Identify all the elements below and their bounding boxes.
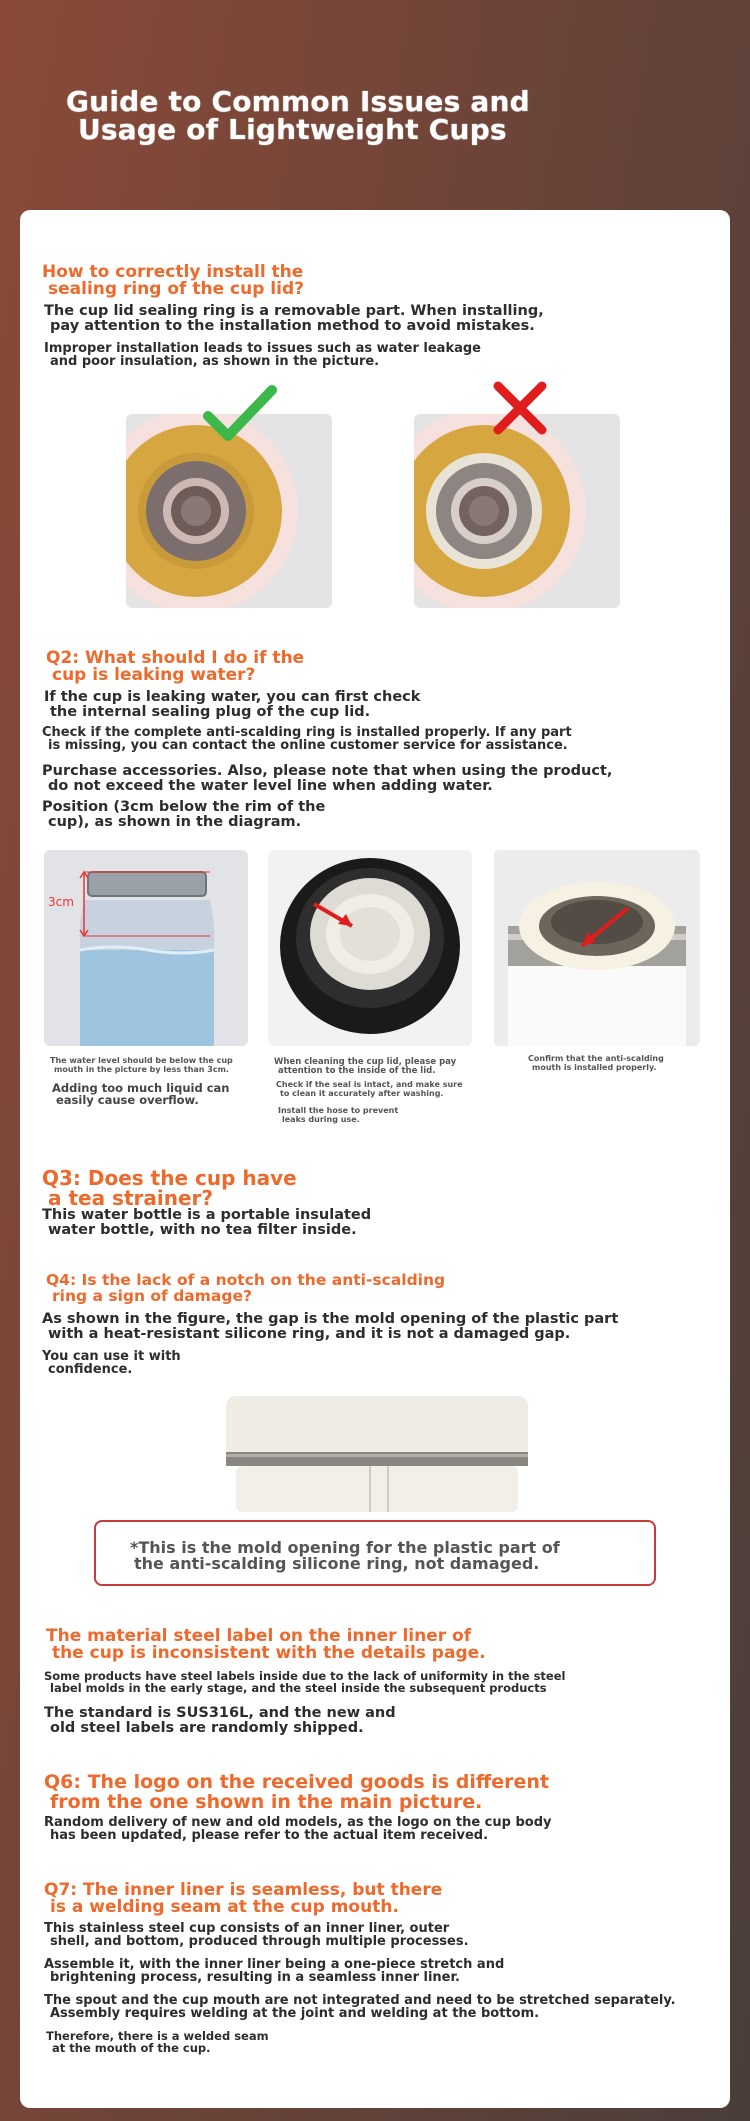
q7-paragraph-4-line1: Therefore, there is a welded seam: [46, 2029, 269, 2043]
q7-paragraph-2-line2: brightening process, resulting in a seamless inner liner.: [50, 1970, 460, 1985]
q7-paragraph-1-line2: shell, and bottom, produced through multiple processes.: [50, 1934, 469, 1949]
q2-paragraph-1-line1: If the cup is leaking water, you can first check: [44, 689, 421, 705]
anti-scald-caption-line2: mouth is installed properly.: [532, 1063, 657, 1072]
q7-paragraph-2-line1: Assemble it, with the inner liner being a one-piece stretch and: [44, 1957, 505, 1972]
seal-check-caption-line1: Check if the seal is intact, and make sure: [276, 1080, 463, 1089]
mold-opening-callout-text: [130, 1540, 560, 1572]
q5-paragraph-1-line2: label molds in the early stage, and the steel inside the subsequent products: [50, 1681, 547, 1695]
q6-heading-line2: from the one shown in the main picture.: [50, 1791, 483, 1813]
silicone-ring-photo: [224, 1396, 530, 1526]
overflow-note: [52, 1082, 229, 1106]
hose-caption-line2: leaks during use.: [282, 1115, 360, 1124]
hose-caption-line1: Install the hose to prevent: [278, 1106, 399, 1115]
q7-paragraph-1: [44, 1922, 469, 1948]
q1-paragraph-2-line2: and poor insulation, as shown in the picture.: [50, 354, 380, 369]
mold-opening-callout-line1: *This is the mold opening for the plastic part of: [130, 1538, 560, 1557]
q2-paragraph-3-line1: Purchase accessories. Also, please note that when using the product,: [42, 763, 613, 779]
q2-heading: [46, 650, 304, 684]
q3-paragraph: [42, 1208, 371, 1238]
q1-paragraph-2: [44, 342, 481, 368]
q2-paragraph-4-line2: cup), as shown in the diagram.: [48, 814, 302, 830]
q4-heading-line1: Q4: Is the lack of a notch on the anti-scalding: [46, 1271, 446, 1289]
overflow-note-line1: Adding too much liquid can: [52, 1081, 230, 1095]
q7-paragraph-1-line1: This stainless steel cup consists of an inner liner, outer: [44, 1921, 450, 1936]
q3-heading-line2: a tea strainer?: [48, 1186, 213, 1210]
q7-paragraph-3-line1: The spout and the cup mouth are not integrated and need to be stretched separately.: [44, 1993, 676, 2008]
cross-mark-icon: [488, 376, 552, 444]
q1-paragraph-1-line2: pay attention to the installation method to avoid mistakes.: [50, 318, 535, 334]
page-title-line1: Guide to Common Issues and: [66, 85, 530, 118]
q4-paragraph-2: [42, 1350, 181, 1376]
q2-paragraph-4: [42, 800, 325, 830]
q1-paragraph-2-line1: Improper installation leads to issues such as water leakage: [44, 341, 481, 356]
q7-heading-line1: Q7: The inner liner is seamless, but there: [44, 1880, 443, 1900]
q4-paragraph-2-line2: confidence.: [48, 1362, 133, 1377]
q4-heading-line2: ring a sign of damage?: [52, 1287, 252, 1305]
q2-paragraph-1-line2: the internal sealing plug of the cup lid.: [50, 704, 371, 720]
mold-opening-callout-line2: the anti-scalding silicone ring, not damaged.: [134, 1554, 540, 1573]
q2-paragraph-3: [42, 764, 612, 794]
q3-heading: [42, 1168, 297, 1208]
q5-paragraph-1-line1: Some products have steel labels inside due to the lack of uniformity in the steel: [44, 1669, 566, 1683]
q2-paragraph-2-line1: Check if the complete anti-scalding ring is installed properly. If any part: [42, 725, 572, 740]
q5-paragraph-2-line1: The standard is SUS316L, and the new and: [44, 1705, 396, 1721]
water-level-caption: [50, 1056, 233, 1074]
anti-scald-caption: [528, 1054, 664, 1072]
q2-paragraph-1: [44, 690, 420, 720]
seal-check-caption: [276, 1080, 463, 1098]
measure-label: 3cm: [48, 895, 74, 909]
q6-paragraph-line2: has been updated, please refer to the actual item received.: [50, 1828, 489, 1843]
q5-heading-line1: The material steel label on the inner liner of: [46, 1626, 472, 1646]
q4-paragraph-1-line2: with a heat-resistant silicone ring, and it is not a damaged gap.: [48, 1326, 571, 1342]
seal-check-caption-line2: to clean it accurately after washing.: [280, 1089, 444, 1098]
q5-paragraph-2: [44, 1706, 396, 1736]
q7-heading-line2: is a welding seam at the cup mouth.: [50, 1897, 399, 1917]
q1-paragraph-1: [44, 304, 544, 334]
q6-paragraph-line1: Random delivery of new and old models, as the logo on the cup body: [44, 1815, 552, 1830]
lid-cleaning-caption: [274, 1058, 456, 1076]
q7-heading: [44, 1882, 442, 1916]
mold-opening-callout: [94, 1520, 656, 1586]
q4-heading: [46, 1272, 445, 1304]
q6-heading: [44, 1772, 549, 1812]
q7-paragraph-3: [44, 1994, 676, 2020]
hose-caption: [278, 1106, 398, 1124]
overflow-note-line2: easily cause overflow.: [56, 1093, 199, 1107]
anti-scald-mouth-photo: [494, 850, 700, 1046]
q1-paragraph-1-line1: The cup lid sealing ring is a removable part. When installing,: [44, 303, 544, 319]
lid-interior-photo: [268, 850, 472, 1046]
q3-heading-line1: Q3: Does the cup have: [42, 1166, 297, 1190]
lid-cleaning-caption-line2: attention to the inside of the lid.: [278, 1066, 436, 1076]
lid-cleaning-caption-line1: When cleaning the cup lid, please pay: [274, 1057, 457, 1067]
q6-heading-line1: Q6: The logo on the received goods is different: [44, 1771, 550, 1793]
q2-heading-line2: cup is leaking water?: [52, 665, 256, 685]
q2-paragraph-4-line1: Position (3cm below the rim of the: [42, 799, 326, 815]
page-title: [66, 85, 530, 146]
q7-paragraph-4-line2: at the mouth of the cup.: [52, 2041, 211, 2055]
water-level-caption-line1: The water level should be below the cup: [50, 1056, 233, 1065]
content-card: [20, 210, 730, 2108]
q5-heading-line2: the cup is inconsistent with the details page.: [52, 1643, 486, 1663]
q3-paragraph-line2: water bottle, with no tea filter inside.: [48, 1222, 357, 1238]
q1-heading-line1: How to correctly install the: [42, 262, 304, 282]
q2-heading-line1: Q2: What should I do if the: [46, 648, 305, 668]
q1-heading: [42, 264, 304, 298]
q5-paragraph-1: [44, 1670, 565, 1694]
q4-paragraph-2-line1: You can use it with: [42, 1349, 181, 1364]
q5-paragraph-2-line2: old steel labels are randomly shipped.: [50, 1720, 364, 1736]
q2-paragraph-3-line2: do not exceed the water level line when adding water.: [48, 778, 493, 794]
q1-heading-line2: sealing ring of the cup lid?: [48, 279, 304, 299]
q7-paragraph-3-line2: Assembly requires welding at the joint and welding at the bottom.: [50, 2006, 540, 2021]
anti-scald-caption-line1: Confirm that the anti-scalding: [528, 1054, 664, 1063]
q7-paragraph-2: [44, 1958, 504, 1984]
q5-heading: [46, 1628, 486, 1662]
check-mark-icon: [202, 382, 278, 448]
page-title-line2: Usage of Lightweight Cups: [78, 113, 507, 146]
water-level-caption-line2: mouth in the picture by less than 3cm.: [54, 1065, 229, 1074]
q7-paragraph-4: [46, 2030, 269, 2054]
q4-paragraph-1-line1: As shown in the figure, the gap is the mold opening of the plastic part: [42, 1311, 619, 1327]
q2-paragraph-2: [42, 726, 572, 752]
q4-paragraph-1: [42, 1312, 618, 1342]
q6-paragraph: [44, 1816, 551, 1842]
q2-paragraph-2-line2: is missing, you can contact the online customer service for assistance.: [48, 738, 568, 753]
q3-paragraph-line1: This water bottle is a portable insulated: [42, 1207, 372, 1223]
water-level-photo: [44, 850, 248, 1046]
